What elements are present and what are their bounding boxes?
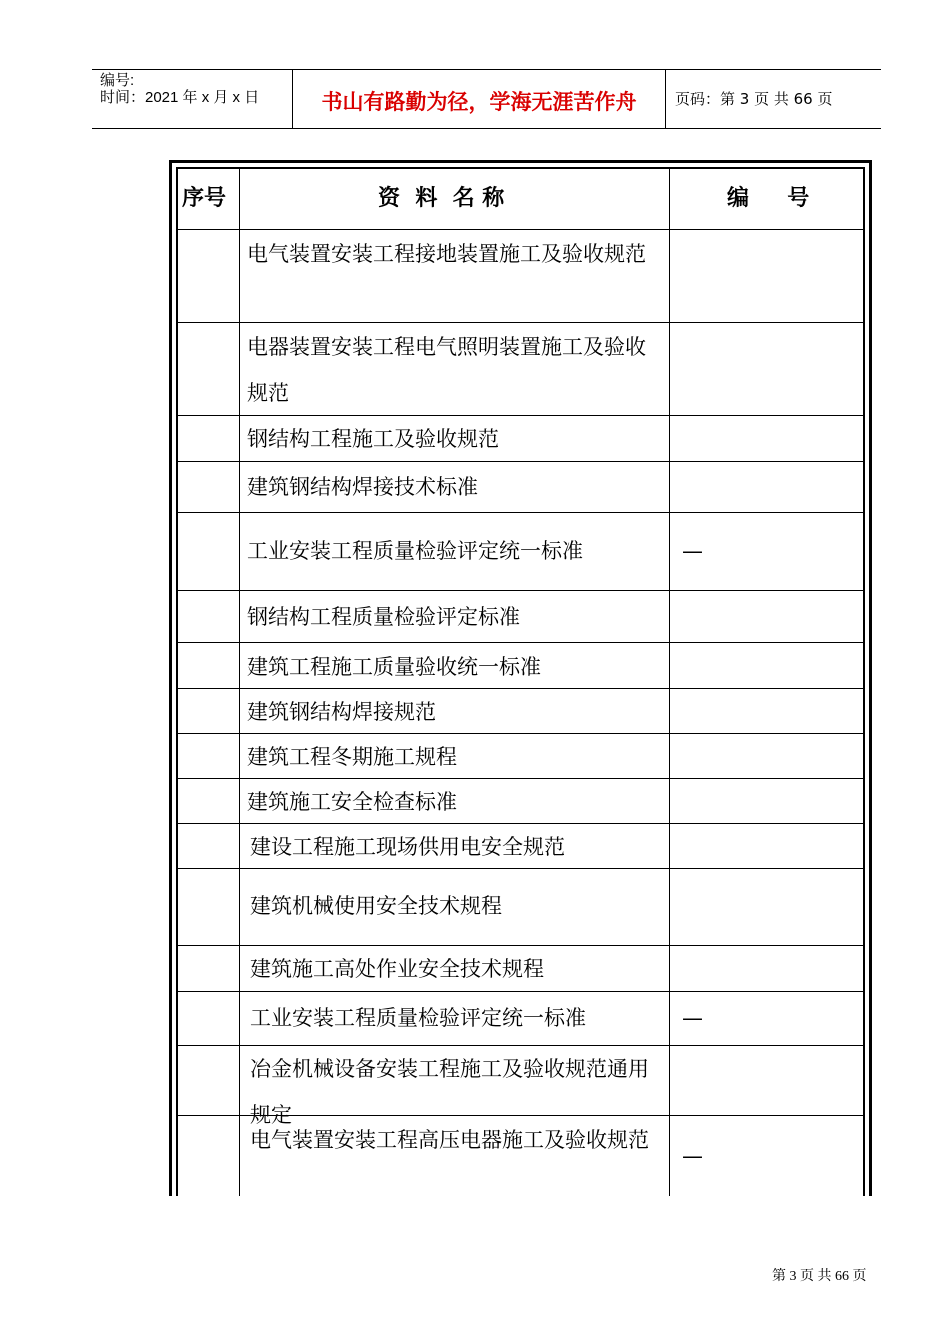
- row-14-code: —: [682, 1006, 703, 1030]
- header-motto: 书山有路勤为径，学海无涯苦作舟: [321, 90, 637, 114]
- row-1-name: 电气装置安装工程接地装置施工及验收规范: [247, 242, 646, 266]
- footer-page-number: 第 3 页 共 66 页: [772, 1269, 867, 1284]
- header-seq: 序号: [182, 186, 227, 211]
- table-row-rule: [176, 590, 864, 591]
- row-5-code: —: [682, 539, 703, 563]
- row-3-name: 钢结构工程施工及验收规范: [247, 427, 499, 451]
- table-row-rule: [176, 322, 864, 323]
- row-16-code: —: [682, 1144, 703, 1168]
- table-row-rule: [176, 642, 864, 643]
- doc-time-label: 时间：2021 年 x 月 x 日: [100, 89, 260, 106]
- table-row-rule: [176, 512, 864, 513]
- header-divider-right: [665, 69, 666, 129]
- table-row-rule: [176, 991, 864, 992]
- header-meta: [100, 72, 259, 106]
- header-bottom-rule: [92, 128, 881, 129]
- row-12-name: 建筑机械使用安全技术规程: [250, 894, 502, 918]
- header-code: 编 号: [727, 186, 810, 211]
- table-inner-top-border: [176, 167, 864, 169]
- header-top-rule: [92, 69, 881, 70]
- row-4-name: 建筑钢结构焊接技术标准: [247, 475, 478, 499]
- row-9-name: 建筑工程冬期施工规程: [247, 745, 457, 769]
- row-6-name: 钢结构工程质量检验评定标准: [247, 605, 520, 629]
- row-11-name: 建设工程施工现场供用电安全规范: [250, 835, 565, 859]
- table-row-rule: [176, 461, 864, 462]
- row-14-name: 工业安装工程质量检验评定统一标准: [250, 1006, 586, 1030]
- row-10-name: 建筑施工安全检查标准: [247, 790, 457, 814]
- doc-number-label: 编号:: [100, 72, 135, 89]
- row-16-name: 电气装置安装工程高压电器施工及验收规范: [250, 1128, 649, 1152]
- row-5-name: 工业安装工程质量检验评定统一标准: [247, 539, 583, 563]
- table-row-rule: [176, 868, 864, 869]
- header-name: 资 料 名 称: [378, 186, 505, 211]
- row-2-name: 电器装置安装工程电气照明装置施工及验收规范: [247, 335, 646, 405]
- row-8-name: 建筑钢结构焊接规范: [247, 700, 436, 724]
- header-page-info: 页码：第 3 页 共 66 页: [675, 90, 833, 108]
- table-row-rule: [176, 229, 864, 230]
- row-7-name: 建筑工程施工质量验收统一标准: [247, 655, 541, 679]
- row-13-name: 建筑施工高处作业安全技术规程: [250, 957, 544, 981]
- row-15-name: 冶金机械设备安装工程施工及验收规范通用规定: [250, 1057, 649, 1127]
